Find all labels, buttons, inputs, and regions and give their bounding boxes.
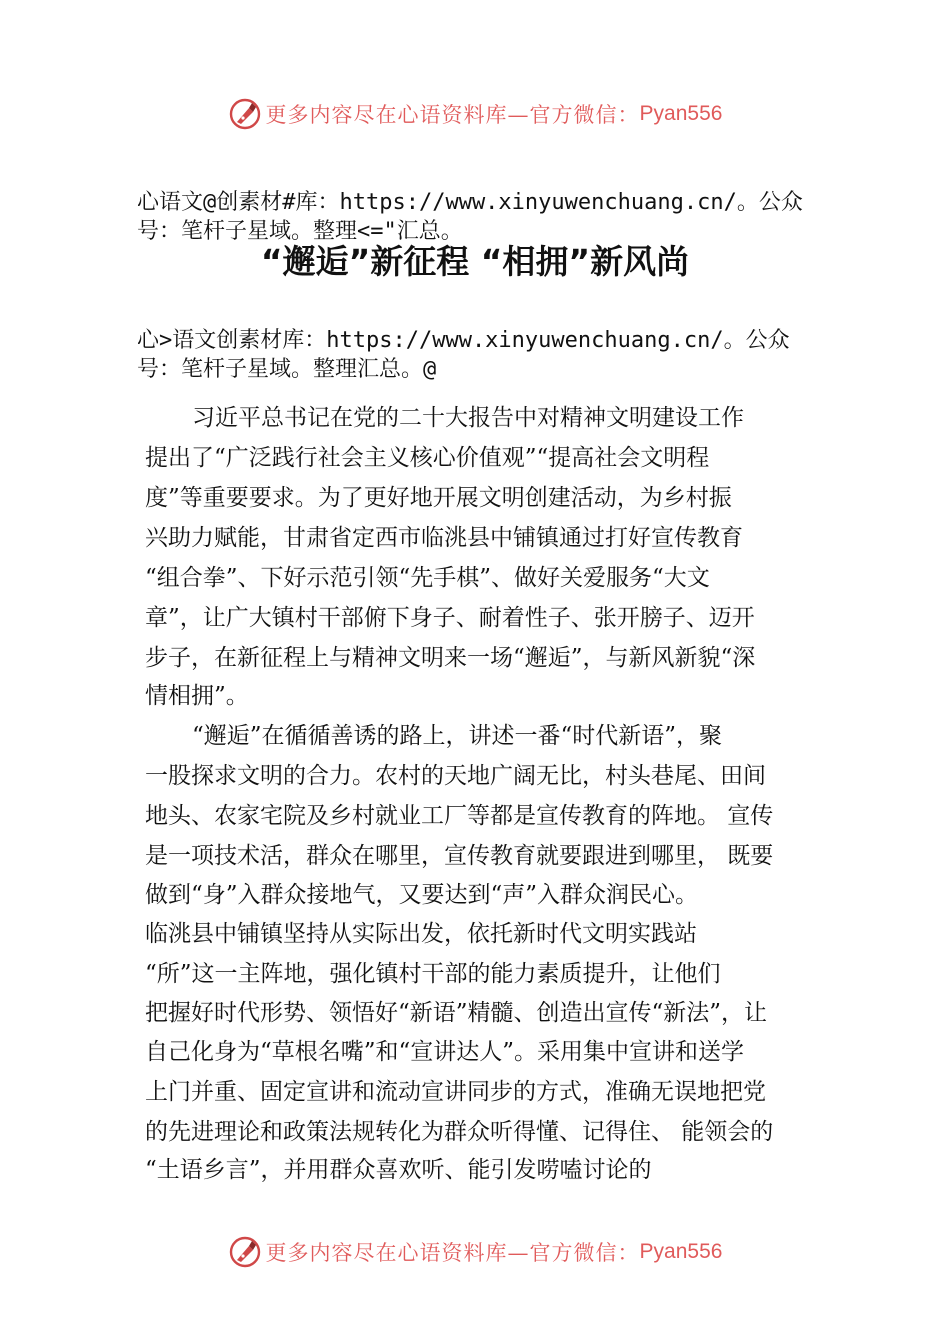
paragraph-line: “所”这一主阵地，强化镇村干部的能力素质提升，让他们 (145, 961, 721, 987)
source-line-1: 心>语文创素材库：https://www.xinyuwenchuang.cn/。公众 (137, 328, 790, 353)
paragraph-line: 把握好时代形势、领悟好“新语”精髓、创造出宣传“新法”，让 (145, 1000, 768, 1026)
source-line-2: 号：笔杆子星域。整理汇总。@ (137, 357, 437, 382)
paragraph-line: 提出了“广泛践行社会主义核心价值观”“提高社会文明程 (145, 445, 710, 471)
paragraph-line: 的先进理论和政策法规转化为群众听得懂、记得住、 能领会的 (145, 1119, 774, 1145)
paragraph-line: 章”，让广大镇村干部俯下身子、耐着性子、张开膀子、迈开 (145, 605, 755, 631)
paragraph-line: 临洮县中铺镇坚持从实际出发，依托新时代文明实践站 (145, 921, 697, 947)
paragraph-line: 做到“身”入群众接地气，又要达到“声”入群众润民心。 (145, 882, 699, 908)
watermark-banner-top (0, 92, 950, 136)
header-line-1: 心语文@创素材#库：https://www.xinyuwenchuang.cn/。公众 (137, 190, 803, 215)
watermark-text: 更多内容尽在心语资料库—官方微信： (265, 1241, 640, 1265)
page-title: “邂逅”新征程 “相拥”新风尚 (260, 242, 690, 281)
paragraph-line: 自己化身为“草根名嘴”和“宣讲达人”。采用集中宣讲和送学 (145, 1039, 745, 1065)
paragraph-line: 习近平总书记在党的二十大报告中对精神文明建设工作 (192, 405, 744, 431)
pen-nib-logo-icon (228, 97, 262, 131)
paragraph-line: 度”等重要要求。为了更好地开展文明创建活动，为乡村振 (145, 485, 732, 511)
paragraph-line: “组合拳”、下好示范引领“先手棋”、做好关爱服务“大文 (145, 565, 710, 591)
paragraph-line: 一股探求文明的合力。农村的天地广阔无比，村头巷尾、田间 (145, 763, 766, 789)
paragraph-line: 是一项技术活，群众在哪里，宣传教育就要跟进到哪里， 既要 (145, 843, 774, 869)
header-line-2: 号：笔杆子星域。整理<="汇总。 (137, 219, 463, 244)
paragraph-line: “邂逅”在循循善诱的路上，讲述一番“时代新语”，聚 (192, 723, 723, 749)
watermark-contact: Pyan556 (639, 1240, 723, 1263)
paragraph-line: 兴助力赋能，甘肃省定西市临洮县中铺镇通过打好宣传教育 (145, 525, 743, 551)
paragraph-line: 情相拥”。 (145, 683, 249, 709)
watermark-banner-bottom (0, 1230, 950, 1274)
watermark-contact: Pyan556 (639, 102, 723, 125)
paragraph-line: 地头、农家宅院及乡村就业工厂等都是宣传教育的阵地。 宣传 (145, 803, 774, 829)
pen-nib-logo-icon (228, 1235, 262, 1269)
paragraph-line: 步子，在新征程上与精神文明来一场“邂逅”，与新风新貌“深 (145, 645, 756, 671)
watermark-text: 更多内容尽在心语资料库—官方微信： (265, 103, 640, 127)
paragraph-line: 上门并重、固定宣讲和流动宣讲同步的方式，准确无误地把党 (145, 1079, 766, 1105)
paragraph-line: “土语乡言”，并用群众喜欢听、能引发唠嗑讨论的 (145, 1157, 652, 1183)
